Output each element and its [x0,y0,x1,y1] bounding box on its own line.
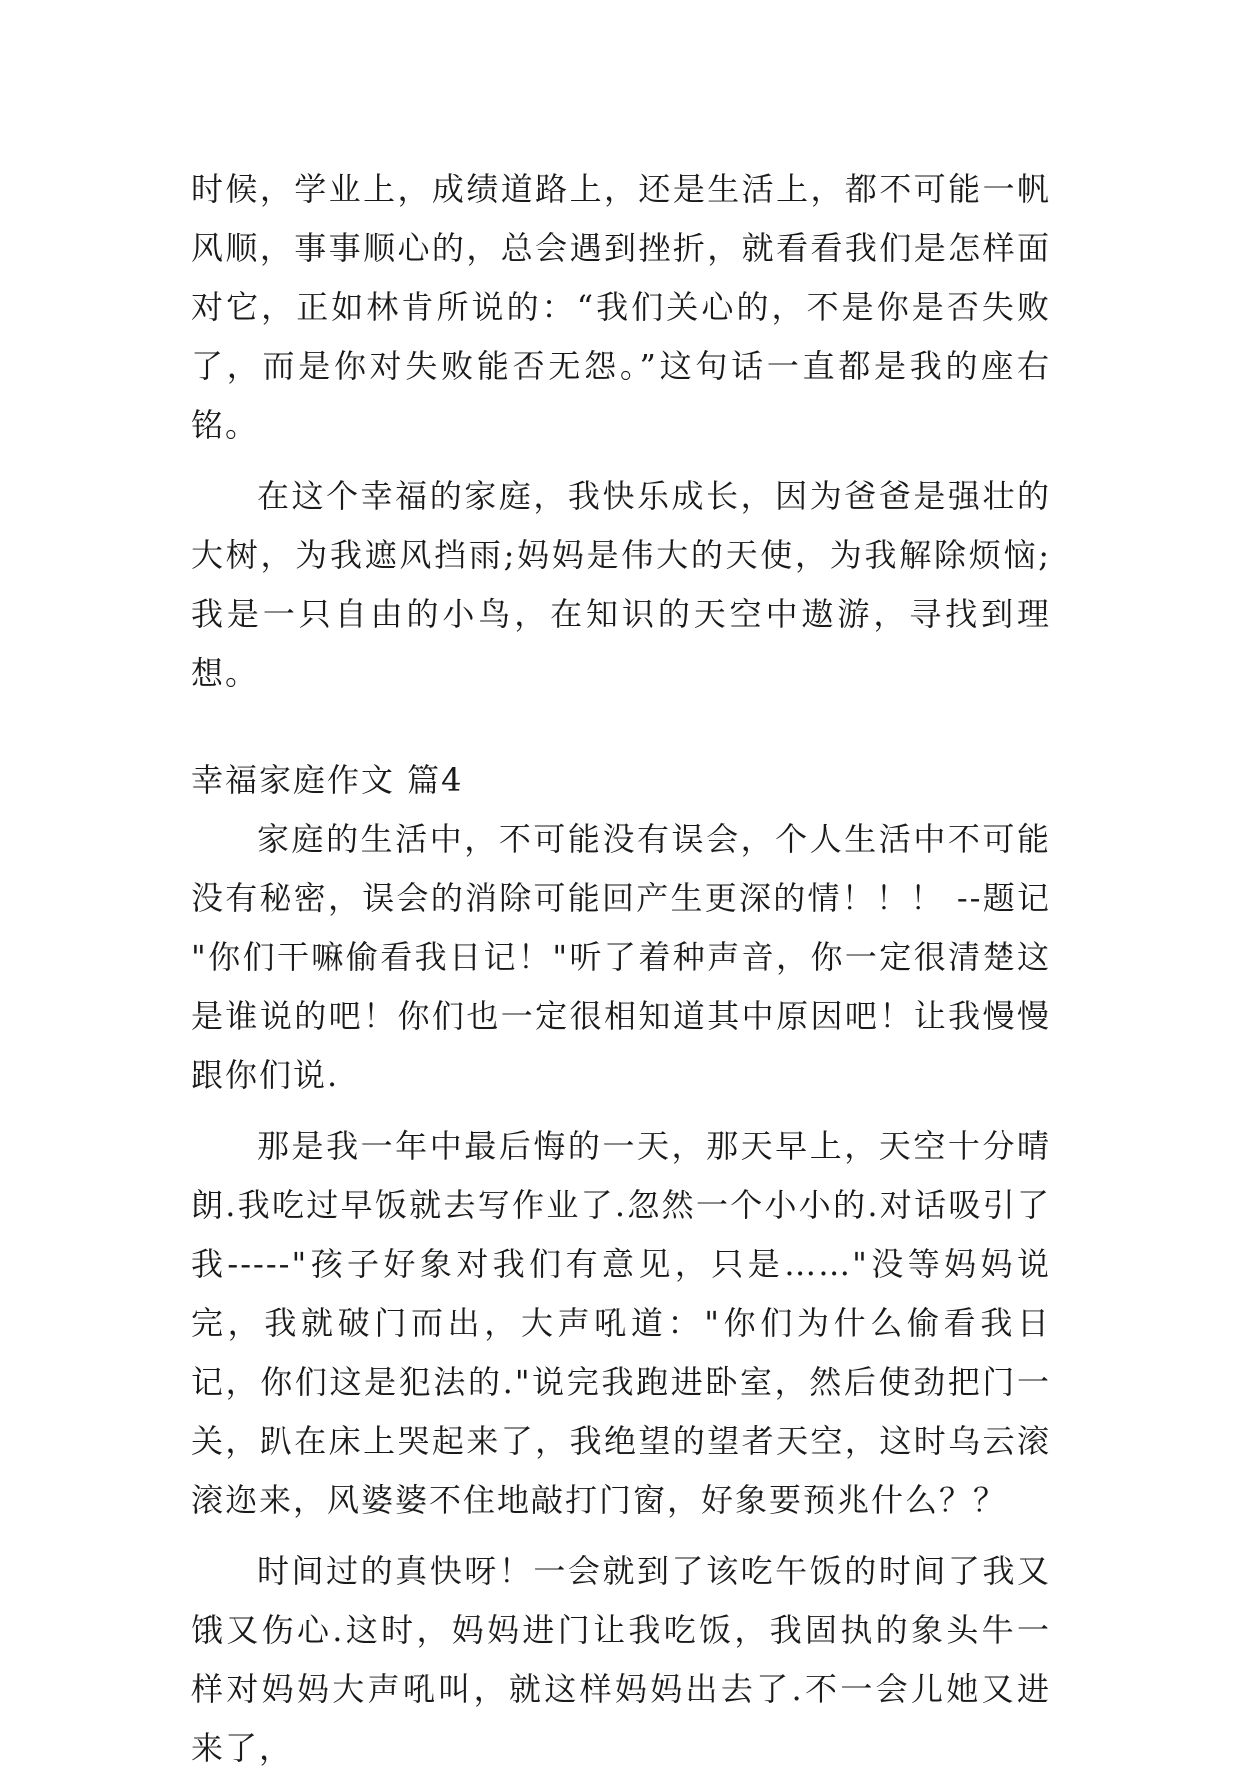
paragraph-misunderstanding: 家庭的生活中，不可能没有误会，个人生活中不可能没有秘密，误会的消除可能回产生更深的情！！！ --题记 "你们干嘛偷看我日记！"听了着种声音，你一定很清楚这是谁说的吧！你们也一定很相知道其中原因吧！让我慢慢跟你们说. [191,820,1051,1094]
paragraph-happy-family: 在这个幸福的家庭，我快乐成长，因为爸爸是强壮的大树，为我遮风挡雨;妈妈是伟大的天使，为我解除烦恼;我是一只自由的小鸟，在知识的天空中遨游，寻找到理想。 [191,477,1051,692]
paragraph-regret-day: 那是我一年中最后悔的一天，那天早上，天空十分晴朗.我吃过早饭就去写作业了.忽然一个小小的.对话吸引了我-----"孩子好象对我们有意见，只是……"没等妈妈说完，我就破门而出，大声吼道："你们为什么偷看我日记，你们这是犯法的."说完我跑进卧室，然后使劲把门一关，趴在床上哭起来了，我绝望的望者天空，这时乌云滚滚迩来，风婆婆不住地敲打门窗，好象要预兆什么？？ [191,1127,1051,1519]
document-body [191,160,1051,1778]
section-heading: 幸福家庭作文 篇4 [191,761,464,799]
paragraph-continued: 时候，学业上，成绩道路上，还是生活上，都不可能一帆风顺，事事顺心的，总会遇到挫折，就看看我们是怎样面对它，正如林肯所说的：“我们关心的，不是你是否失败了，而是你对失败能否无怨。”这句话一直都是我的座右铭。 [191,170,1051,444]
paragraph-lunch-time: 时间过的真快呀！一会就到了该吃午饭的时间了我又饿又伤心.这时，妈妈进门让我吃饭，我固执的象头牛一样对妈妈大声吼叫，就这样妈妈出去了.不一会儿她又进来了， [191,1552,1051,1767]
